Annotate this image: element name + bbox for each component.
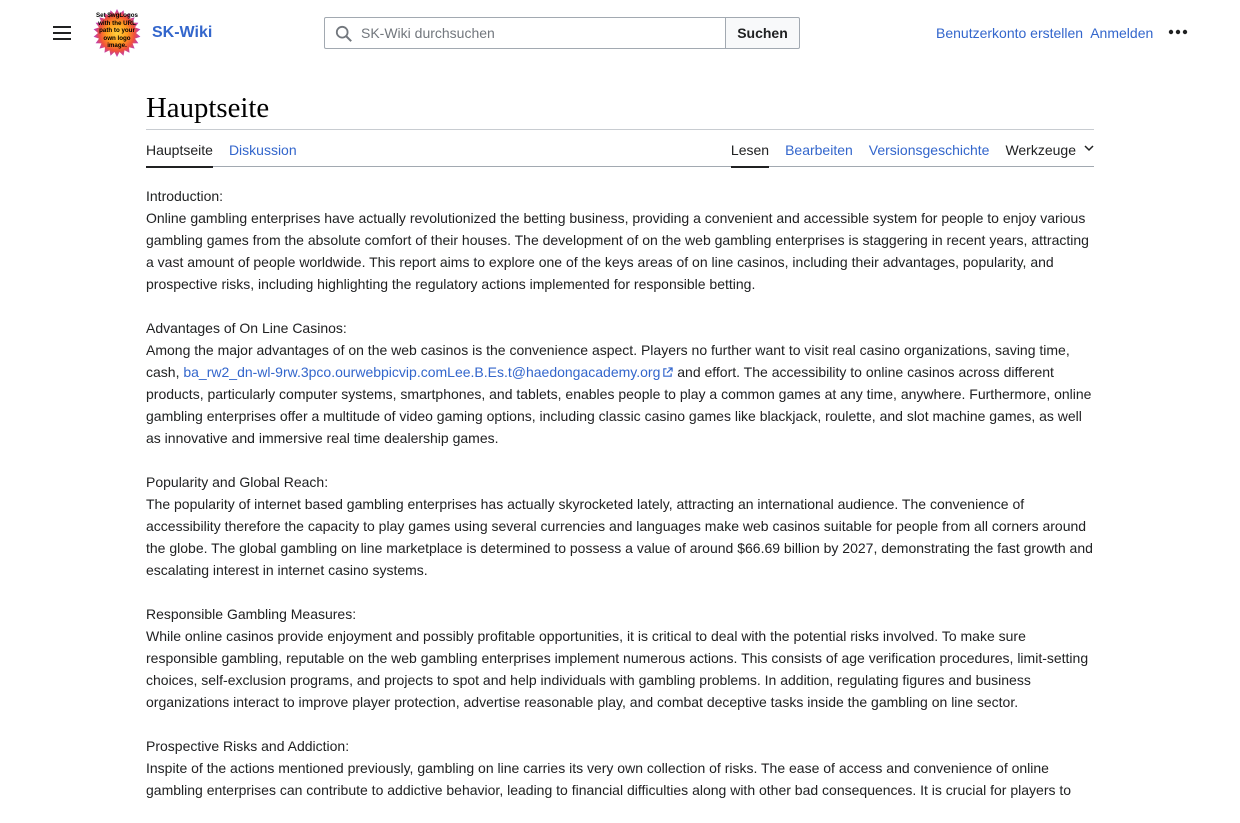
page-title: Hauptseite [146, 92, 270, 124]
tab-discussion[interactable]: Diskussion [228, 142, 297, 158]
search-button[interactable]: Suchen [726, 17, 800, 49]
section-introduction [146, 185, 1094, 295]
tab-history[interactable]: Versionsgeschichte [868, 142, 990, 158]
section-text: Inspite of the actions mentioned previously, gambling on line carries its very own collection of risks. The ease of access and convenience of online gambling enterprises can contribute to addictive behavior, leading to financial difficulties along with other bad consequences. It is crucial for players to [146, 760, 1072, 798]
search-box [324, 17, 726, 49]
create-account-link[interactable]: Benutzerkonto erstellen [936, 25, 1084, 41]
article-body [146, 185, 1094, 801]
tools-dropdown[interactable] [1005, 130, 1094, 167]
logo-placeholder-text: Set $wgLogos with the URL path to your own logo image. [96, 12, 138, 50]
section-popularity [146, 471, 1094, 581]
chevron-down-icon [1084, 143, 1094, 153]
search-icon [335, 25, 353, 43]
page-tabs [146, 129, 1094, 167]
section-text: and effort. The accessibility to online casinos across different products, particularly computer systems, smartphones, and tablets, enables people to play a common games at any time, anywhere. Furthermore, online gambling enterprises offer a multitude of video gaming options, including classic casino games like blackjack, roulette, and slot machine games, as well as innovative and immersive real time dealership games. [146, 364, 1092, 446]
login-link[interactable]: Anmelden [1090, 25, 1154, 41]
section-heading: Prospective Risks and Addiction: [146, 738, 350, 754]
hamburger-icon [52, 24, 72, 42]
view-tabs [715, 130, 1094, 167]
tools-label: Werkzeuge [1005, 142, 1076, 158]
namespace-tabs [146, 130, 313, 167]
section-heading: Introduction: [146, 188, 224, 204]
tab-edit[interactable]: Bearbeiten [785, 142, 853, 158]
section-text: While online casinos provide enjoyment and possibly profitable opportunities, it is critical to deal with the potential risks involved. To make sure responsible gambling, reputable on the web gambling enterprises implement numerous actions. This consists of age verification procedures, limit-setting choices, self-exclusion programs, and projects to spot and help individuals with gambling problems. In addition, regulating figures and business organizations interact to improve player protection, advertise reasonable play, and combat deceptive tasks inside the gambling on line sector. [146, 628, 1089, 710]
section-text: Online gambling enterprises have actually revolutionized the betting business, providing a convenient and accessible system for people to enjoy various gambling games from the absolute comfort of their houses. The development of on the web gambling enterprises is staggering in recent years, attracting a vast amount of people worldwide. This report aims to explore one of the keys areas of on line casinos, including their advantages, popularity, and prospective risks, including highlighting the regulatory actions implemented for responsible betting. [146, 210, 1089, 292]
tab-page[interactable]: Hauptseite [146, 130, 213, 167]
site-name-link[interactable]: SK-Wiki [152, 24, 213, 41]
section-text: Among the major advantages of on the web casinos is the convenience aspect. Players no further want to visit real casino organizations, saving time, cash, [146, 342, 1070, 380]
user-menu-button[interactable] [1164, 18, 1192, 48]
section-heading: Popularity and Global Reach: [146, 474, 329, 490]
external-link-text: ba_rw2_dn-wl-9rw.3pco.ourwebpicvip.comLee.B.Es.t@haedongacademy.org [183, 364, 661, 380]
main-content [146, 88, 1094, 823]
section-text: The popularity of internet based gambling enterprises has actually skyrocketed lately, attracting an international audience. The convenience of accessibility therefore the capacity to play games using several currencies and languages make web casinos suitable for people from all corners around the globe. The global gambling on line marketplace is determined to possess a value of around $66.69 billion by 2027, demonstrating the fast growth and escalating interest in internet casino systems. [146, 496, 1093, 578]
external-link-icon [662, 367, 673, 378]
ellipsis-icon [1168, 29, 1188, 35]
site-logo[interactable] [93, 9, 141, 57]
external-link[interactable] [183, 364, 673, 380]
section-responsible-gambling [146, 603, 1094, 713]
search-input[interactable] [361, 18, 721, 48]
tab-read[interactable]: Lesen [731, 130, 769, 167]
search-form [324, 17, 800, 49]
user-links [936, 25, 1157, 41]
section-advantages [146, 317, 1094, 449]
section-risks [146, 735, 1094, 801]
section-heading: Responsible Gambling Measures: [146, 606, 357, 622]
section-heading: Advantages of On Line Casinos: [146, 320, 347, 336]
main-menu-button[interactable] [44, 15, 80, 51]
site-header [0, 0, 1240, 66]
